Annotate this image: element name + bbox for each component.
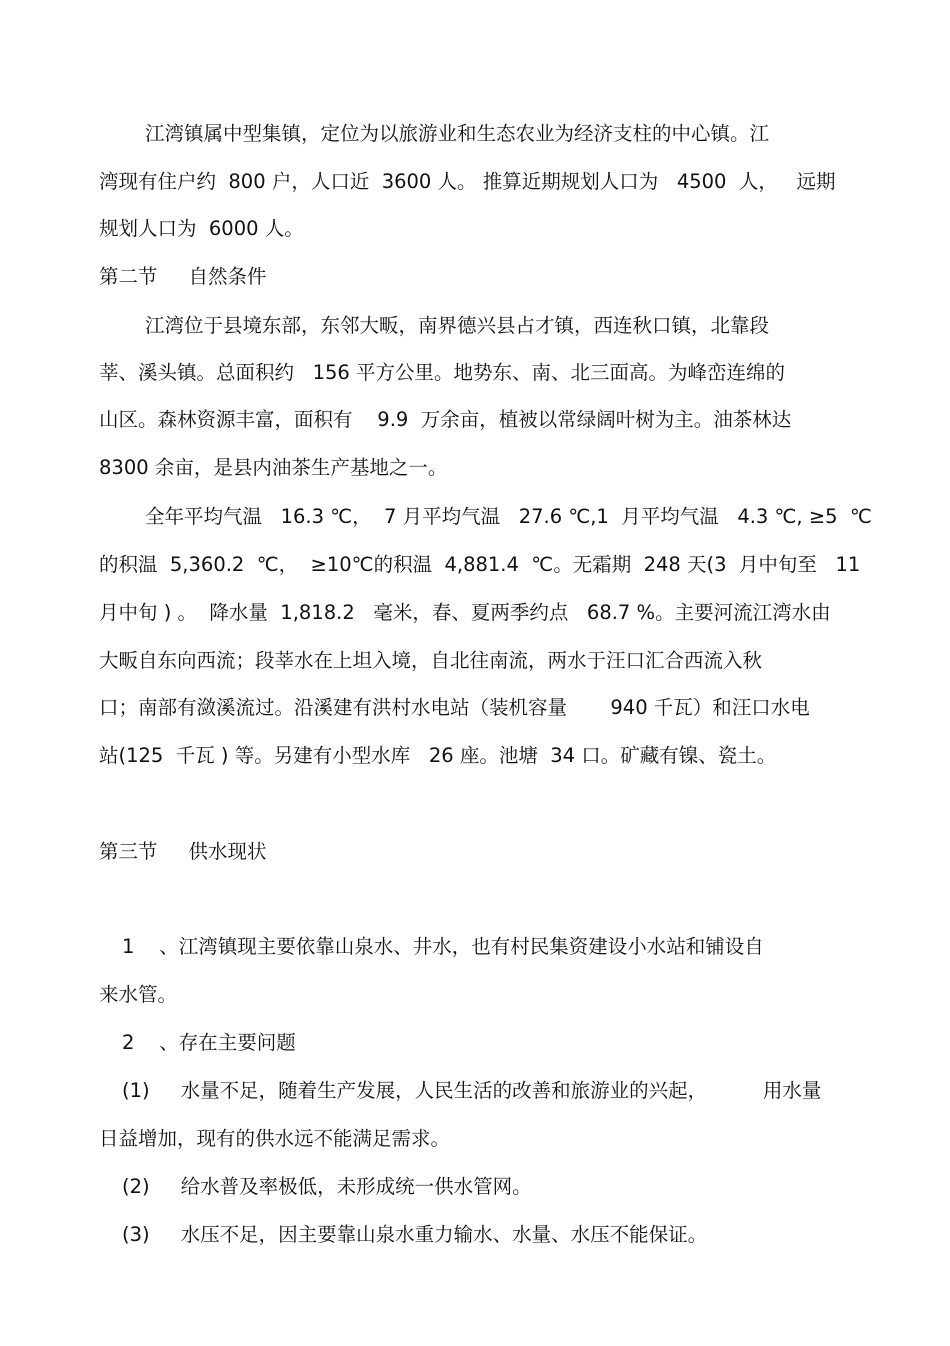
- problem-item-line: (2) 给水普及率极低，未形成统一供水管网。: [122, 1175, 532, 1198]
- problem-item-line: (3) 水压不足，因主要靠山泉水重力输水、水量、水压不能保证。: [122, 1223, 708, 1246]
- problem-item-line: (1) 水量不足，随着生产发展，人民生活的改善和旅游业的兴起， 用水量: [122, 1079, 822, 1102]
- problem-item-line: 日益增加，现有的供水远不能满足需求。: [99, 1127, 451, 1150]
- list-item-line: 2 、存在主要问题: [122, 1031, 296, 1054]
- section-heading-water-supply-status: 第三节 供水现状: [99, 840, 267, 863]
- list-item-line: 来水管。: [99, 983, 178, 1006]
- section-heading-natural-conditions: 第二节 自然条件: [99, 265, 267, 288]
- paragraph-line: 口；南部有潋溪流过。沿溪建有洪村水电站（装机容量 940 千瓦）和汪口水电: [99, 696, 810, 719]
- paragraph-line: 的积温 5,360.2 ℃， ≥10℃的积温 4,881.4 ℃。无霜期 248 天(3 月中旬至 11: [99, 553, 861, 576]
- paragraph-line: 全年平均气温 16.3 ℃， 7 月平均气温 27.6 ℃,1 月平均气温 4.3 ℃, ≥5 ℃: [145, 505, 872, 528]
- paragraph-line: 大畈自东向西流；段莘水在上坦入境，自北往南流，两水于汪口汇合西流入秋: [99, 649, 763, 672]
- paragraph-line: 站(125 千瓦 ) 等。另建有小型水库 26 座。池塘 34 口。矿藏有镍、瓷土。: [99, 744, 777, 767]
- list-item-line: 1 、江湾镇现主要依靠山泉水、井水，也有村民集资建设小水站和铺设自: [122, 935, 764, 958]
- paragraph-line: 湾现有住户约 800 户，人口近 3600 人。 推算近期规划人口为 4500 人， 远期: [99, 170, 836, 193]
- paragraph-line: 规划人口为 6000 人。: [99, 217, 304, 240]
- paragraph-line: 山区。森林资源丰富，面积有 9.9 万余亩，植被以常绿阔叶树为主。油茶林达: [99, 408, 792, 431]
- paragraph-line: 8300 余亩，是县内油茶生产基地之一。: [99, 456, 448, 479]
- paragraph-line: 月中旬 ) 。 降水量 1,818.2 毫米，春、夏两季约点 68.7 %。主要河流江湾水由: [99, 601, 831, 624]
- paragraph-line: 莘、溪头镇。总面积约 156 平方公里。地势东、南、北三面高。为峰峦连绵的: [99, 361, 786, 384]
- paragraph-line: 江湾位于县境东部，东邻大畈，南界德兴县占才镇，西连秋口镇，北靠段: [145, 314, 770, 337]
- paragraph-line: 江湾镇属中型集镇，定位为以旅游业和生态农业为经济支柱的中心镇。江: [145, 122, 770, 145]
